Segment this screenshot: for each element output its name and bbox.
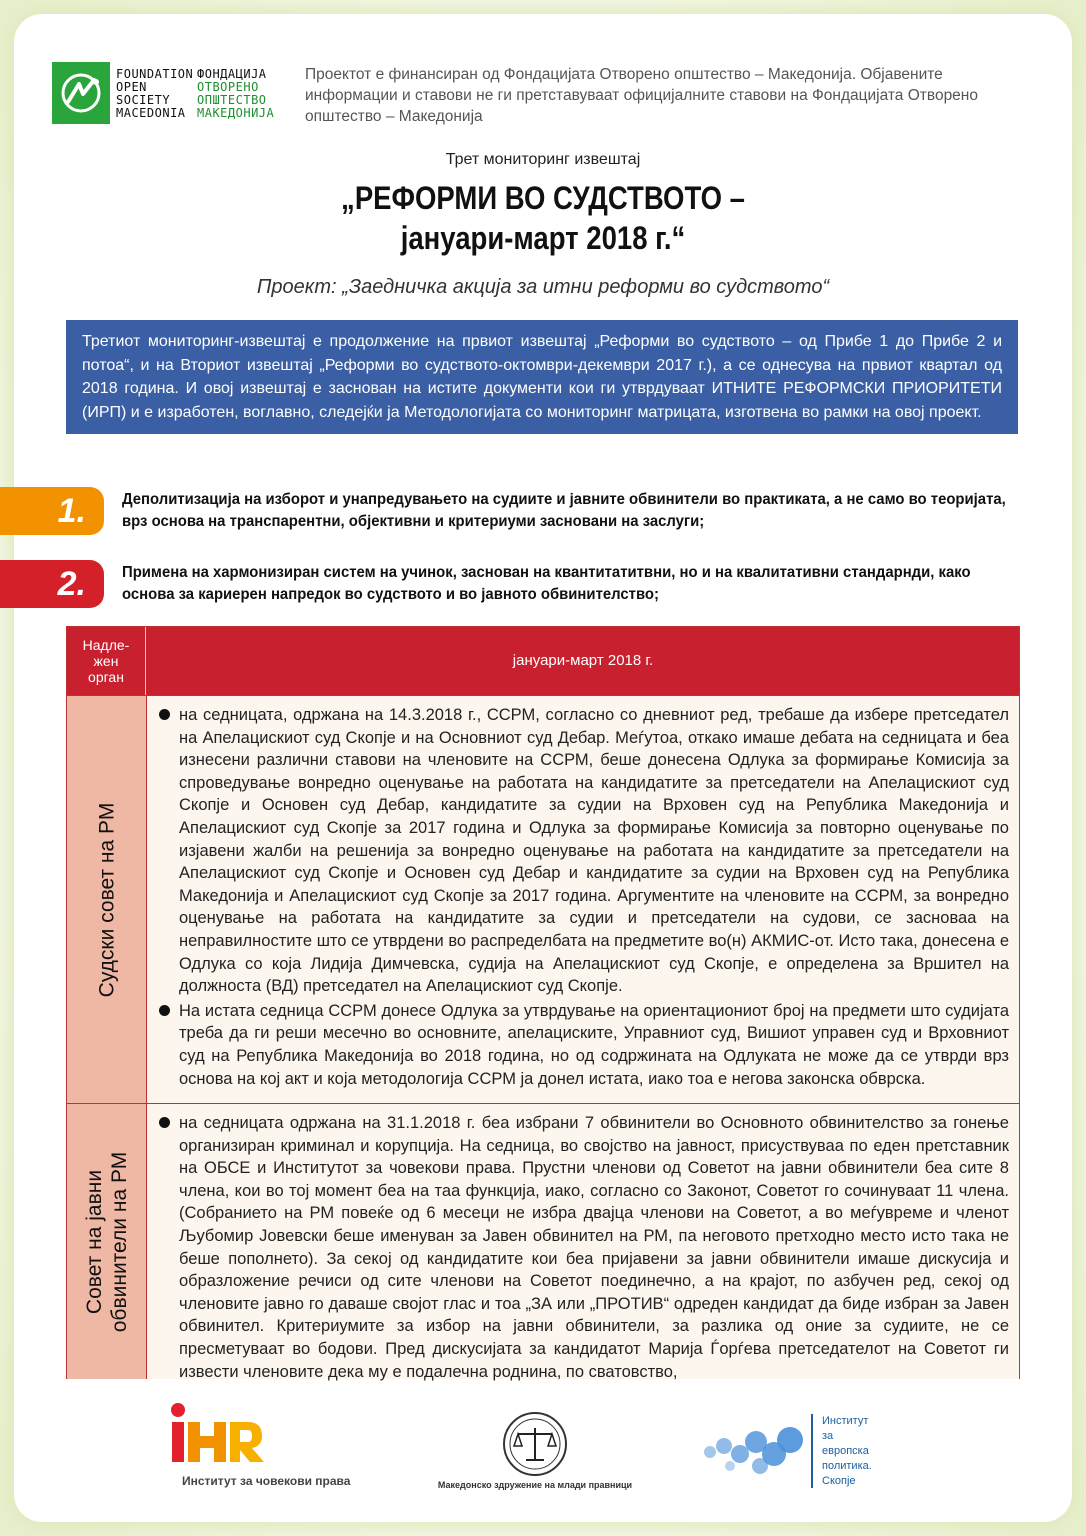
priority-text: Деполитизација на изборот и унапредувањето на судиите и јавните обвинители во практиката, а не само во теоријата, врз основа на транспарентни, објективни и критериуми засновани на заслуги; [122, 491, 1006, 530]
logo-mk-line: ОТВОРЕНО [197, 80, 259, 94]
header-organ [67, 627, 146, 695]
ihr-name: Институт за човекови права [182, 1474, 351, 1488]
row-body-cell [147, 696, 1019, 1104]
logo-en-line: OPEN [116, 80, 147, 94]
title-line-1: „РЕФОРМИ ВО СУДСТВОТО – [341, 180, 745, 216]
row-organ-label: Совет на јавни обвинители на РМ [82, 1151, 131, 1332]
report-title [76, 178, 1010, 258]
table-row [67, 1103, 1019, 1379]
bullet-list [147, 696, 1019, 1090]
report-subtitle: Трет мониторинг извештај [445, 151, 641, 168]
bullet-text: На истата седница ССРМ донесе Одлука за утврдување на ориентациониот број на предмети што судијата треба да ги реши месечно во основните, апелациските, Управниот суд, Вишиот управен суд и Врховниот суд на Република Македонија во 2018 година, но од содржината на Одлуката не може да се утврди врз основа на кој акт и која методологија ССРМ ја донел истата, иако тоа е негова законска обврска. [179, 1001, 1009, 1088]
priority-number: 2. [0, 560, 104, 608]
bullet-icon [159, 1117, 170, 1128]
header-period: јануари-март 2018 г. [512, 652, 654, 669]
iep-name-line: Скопје [822, 1475, 856, 1487]
table-header [67, 627, 1019, 695]
title-line-2: јануари-март 2018 г.“ [400, 220, 686, 256]
list-item [157, 1000, 1009, 1090]
iep-name-line: Институт [822, 1415, 869, 1427]
logo-en-line: FOUNDATION [116, 67, 194, 81]
iep-name-line: европска [822, 1445, 869, 1457]
fosm-logo-en [116, 68, 193, 120]
priority-text: Примена на хармонизиран систем на учинок, заснован на квантитатитвни, но и на квалитативни стандарнди, како основа за кариерен напредок во судството и во јавното обвинителство; [122, 564, 971, 603]
fosm-logo-mk [197, 68, 274, 120]
iep-name-line: за [822, 1430, 834, 1442]
bullet-text: на седницата, одржана на 14.3.2018 г., ССРМ, согласно со дневниот ред, требаше да избере претседател на Апелацискиот суд Скопје и на Основниот суд Дебар. Меѓутоа, откако имаше дебата на седницата и беа изнесени различни ставови на членовите на ССРМ, беше донесена Одлука за формирање Комисија за спроведување вонредно оценување на работата на кандидатите за претседатели на Апелацискиот суд Скопје и Основен суд Дебар, кандидатите за судии на Врховен суд на Република Македонија и Апелацискиот суд Скопје за 2017 година и Одлука за формирање Комисија за повторно оценување по изјавени жалби на решенија за вонредно оценување на работата на кандидатите за претседатели на Апелацискиот суд Скопје и Основен суд Дебар и кандидатите за судии на Врховен суд на Република Македонија и Апелацискиот суд Скопје за 2017 година. Аргументите на членовите на ССРМ, за вонредно оценување на работата на кандидатите за судии и претседатели на судови, се засноваа на неправилностите што се утврдени во распределбата на предметите во(н) АКМИС-от. Исто така, донесена е Одлука со која Лидија Димчевска, судија на Апелацискиот суд Скопје, е определена за Вршител на должноста (ВД) претседател на Апелацискиот суд Скопје. [179, 706, 1009, 996]
intro-box: Третиот мониторинг-извештај е продолжение на првиот извештај „Реформи во судството – од Прибе 1 до Прибе 2 и потоа“, и на Вториот извештај „Реформи во судството-октомври-декември 2017 г.), а се однесува на првиот квартал од 2018 година. И овој извештај е заснован на истите документи кои ги утврдуваат ИТНИТЕ РЕФОРМСКИ ПРИОРИТЕТИ (ИРП) и е изработен, воглавно, следејќи ја Методологијата со мониторинг матрицата, изготвена во рамки на овој проект. [66, 320, 1018, 434]
logo-en-line: MACEDONIA [116, 106, 186, 120]
fosm-logo-icon [52, 62, 110, 124]
fosm-logo [52, 62, 292, 126]
priority-number: 1. [0, 487, 104, 535]
row-organ-cell [67, 1104, 147, 1379]
row-organ-label: Судски совет на РМ [95, 802, 118, 998]
myla-logo [430, 1410, 640, 1500]
bullet-icon [159, 1005, 170, 1016]
scales-icon [430, 1410, 640, 1478]
list-item [157, 1112, 1009, 1383]
monitoring-table [66, 626, 1020, 1379]
table-row [67, 695, 1019, 1104]
funding-disclaimer: Проектот е финансиран од Фондацијата Отворено општество – Македонија. Објавените информации и ставови не ги претставуваат официјалните ставови на Фондацијата Отворено општество – Македонија [305, 66, 978, 125]
ihr-logo-icon [162, 1398, 272, 1470]
iep-logo-icon [690, 1410, 815, 1490]
logo-en-line: SOCIETY [116, 93, 171, 107]
iep-name [822, 1414, 872, 1489]
ihr-logo [162, 1398, 402, 1493]
project-name: Проект: „Заедничка акција за итни реформи во судството“ [256, 276, 830, 298]
list-item [157, 704, 1009, 998]
logo-mk-line: МАКЕДОНИЈА [197, 106, 275, 120]
bullet-icon [159, 709, 170, 720]
header-organ-label: Надле- жен орган [82, 637, 130, 685]
row-body-cell [147, 1104, 1019, 1379]
bullet-text: на седницата одржана на 31.1.2018 г. беа избрани 7 обвинители во Основното обвинителство за гонење организиран криминал и корупција. На седница, во својство на јавност, присуствуваа по еден претставник на ОБСЕ и Институтот за човекови права. Прустни членови од Советот на јавни обвинители беа сите 8 члена, кои во тој момент беа на таа функција, иако, согласно со Законот, Советот го сочинуваат 11 члена. (Собранието на РМ повеќе од 6 месеци не избра двајца членови на Советот, а во меѓувреме и членот Љубомир Јовевски беше именуван за Јавен обвинител на РМ, па неговото претходно место исто така не беше пополнето). За секој од кандидатите кои беа пријавени за јавни обвинители имаше дискусија и образложение речиси од сите членови на Советот поединечно, а на крајот, по азбучен ред, секој од членовите јавно го даваше својот глас и тоа „ЗА или „ПРОТИВ“ одреден кандидат да биде избран за Јавен обвинител. Критериумите за избор на јавни обвинители, за разлика од оние за судиите, не се пресметуваат во бодови. Пред дискусијата за кандидатот Марија Ѓорѓева претседателот на Советот ги извести членовите дека му е подалечна роднина, по сватовство, [179, 1114, 1009, 1381]
iep-logo [690, 1410, 890, 1500]
iep-name-line: политика. [822, 1460, 872, 1472]
myla-name: Македонско здружение на млади правници [437, 1480, 633, 1490]
logo-mk-line: ФОНДАЦИЈА [197, 67, 267, 81]
bullet-list [147, 1104, 1019, 1383]
logo-mk-line: ОПШТЕСТВО [197, 93, 267, 107]
row-organ-cell [67, 696, 147, 1104]
